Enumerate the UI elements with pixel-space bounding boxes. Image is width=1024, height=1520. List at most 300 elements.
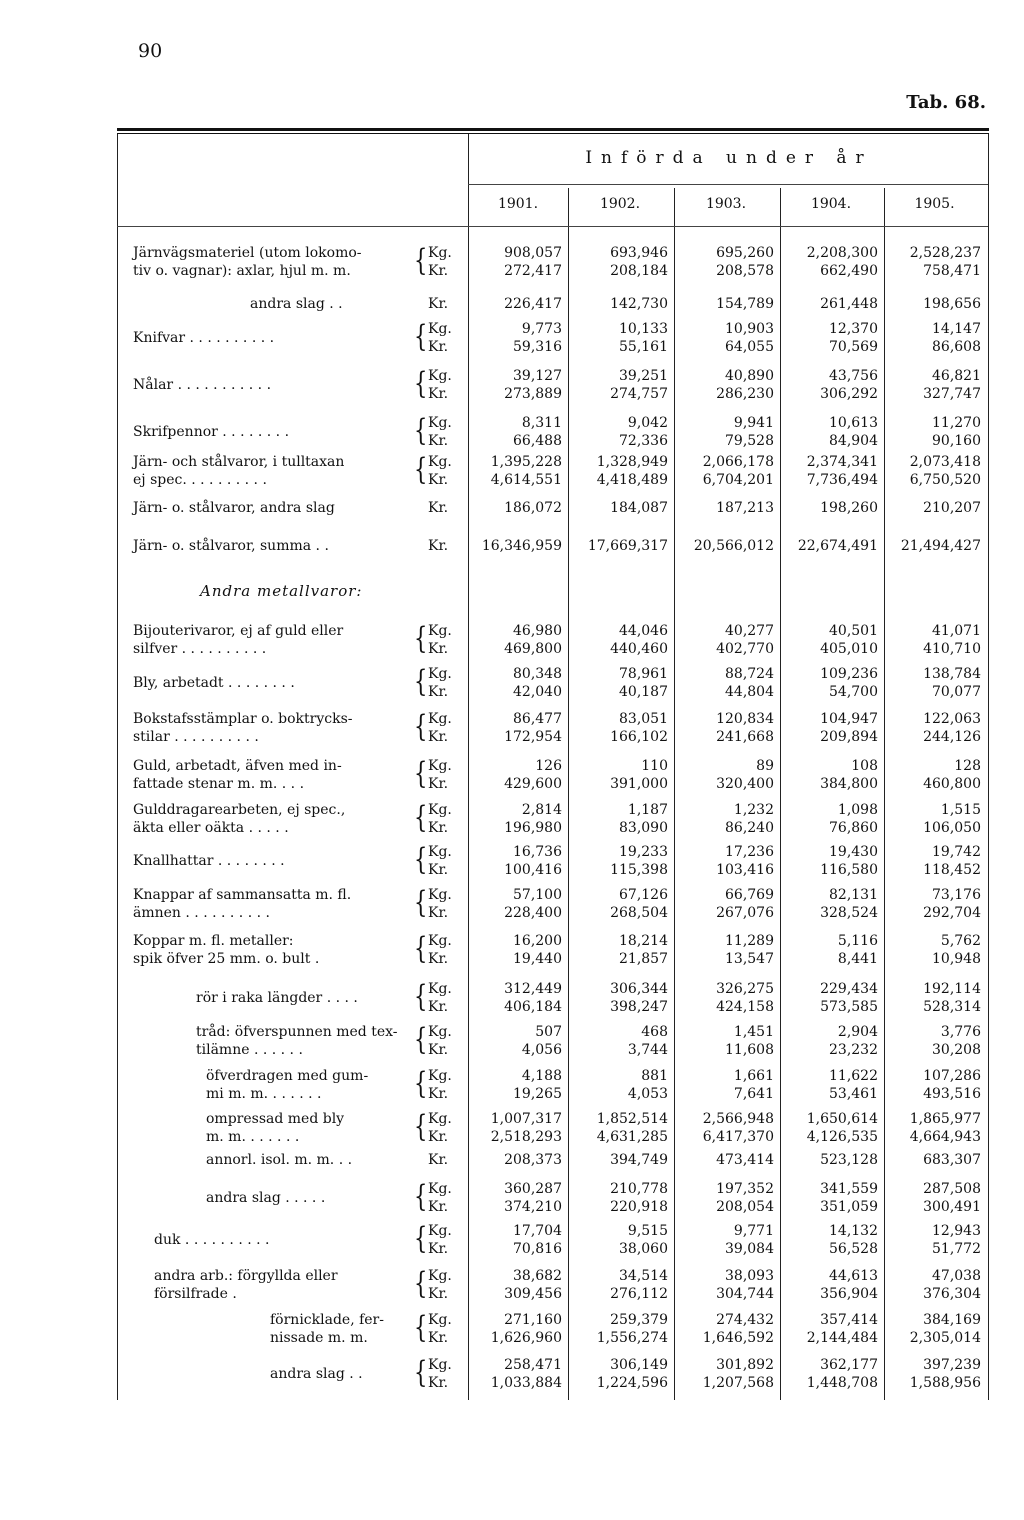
table-cell: 57,100: [513, 887, 562, 903]
unit-label: Kr.: [428, 1152, 449, 1168]
table-cell: 39,084: [725, 1241, 774, 1257]
table-cell: 1,661: [733, 1068, 774, 1084]
table-cell: 376,304: [923, 1286, 981, 1302]
table-cell: 2,066,178: [702, 454, 774, 470]
table-cell: 118,452: [923, 862, 981, 878]
unit-label: Kg.: [428, 1181, 452, 1197]
row-label: försilfrade .: [154, 1286, 237, 1302]
table-cell: 1,033,884: [490, 1375, 562, 1391]
unit-label: Kr.: [428, 951, 449, 967]
table-cell: 4,631,285: [596, 1129, 668, 1145]
brace-icon: {: [414, 842, 428, 877]
table-cell: 2,814: [521, 802, 562, 818]
table-cell: 2,528,237: [909, 245, 981, 261]
table-cell: 306,149: [610, 1357, 668, 1373]
table-cell: 1,448,708: [806, 1375, 878, 1391]
brace-icon: {: [414, 413, 428, 448]
unit-label: Kg.: [428, 245, 452, 261]
row-label: Järn- och stålvaror, i tulltaxan: [133, 454, 345, 470]
row-label: fattade stenar m. m. . . .: [133, 776, 305, 792]
row-label: Nålar . . . . . . . . . . .: [133, 377, 272, 393]
table-cell: 9,515: [627, 1223, 668, 1239]
unit-label: Kg.: [428, 1068, 452, 1084]
table-cell: 209,894: [820, 729, 878, 745]
table-cell: 56,528: [829, 1241, 878, 1257]
unit-label: Kr.: [428, 729, 449, 745]
brace-icon: {: [414, 243, 428, 278]
row-label: nissade m. m.: [270, 1330, 368, 1346]
page-number: 90: [138, 40, 163, 62]
unit-label: Kr.: [428, 386, 449, 402]
unit-label: Kr.: [428, 500, 449, 516]
table-cell: 244,126: [923, 729, 981, 745]
unit-label: Kr.: [428, 999, 449, 1015]
table-cell: 23,232: [829, 1042, 878, 1058]
table-cell: 360,287: [504, 1181, 562, 1197]
table-cell: 16,346,959: [481, 538, 562, 554]
table-cell: 662,490: [820, 263, 878, 279]
table-cell: 142,730: [610, 296, 668, 312]
table-cell: 10,133: [619, 321, 668, 337]
table-cell: 47,038: [932, 1268, 981, 1284]
table-cell: 44,613: [829, 1268, 878, 1284]
section-heading: Andra metallvaror:: [200, 582, 363, 600]
table-cell: 120,834: [716, 711, 774, 727]
table-cell: 440,460: [610, 641, 668, 657]
table-cell: 19,265: [513, 1086, 562, 1102]
table-cell: 7,736,494: [806, 472, 878, 488]
unit-label: Kr.: [428, 1375, 449, 1391]
row-label: Bijouterivaror, ej af guld eller: [133, 623, 344, 639]
table-cell: 126: [535, 758, 562, 774]
row-label: tråd: öfverspunnen med tex-: [196, 1024, 398, 1040]
table-cell: 46,821: [932, 368, 981, 384]
table-cell: 292,704: [923, 905, 981, 921]
unit-label: Kr.: [428, 538, 449, 554]
table-cell: 17,236: [725, 844, 774, 860]
brace-icon: {: [414, 885, 428, 920]
row-label: andra slag . . . . .: [206, 1190, 326, 1206]
table-cell: 154,789: [716, 296, 774, 312]
table-cell: 89: [756, 758, 774, 774]
table-cell: 38,093: [725, 1268, 774, 1284]
table-cell: 13,547: [725, 951, 774, 967]
table-cell: 2,518,293: [490, 1129, 562, 1145]
unit-label: Kr.: [428, 1286, 449, 1302]
unit-label: Kr.: [428, 905, 449, 921]
table-cell: 4,664,943: [909, 1129, 981, 1145]
row-label: Gulddragarearbeten, ej spec.,: [133, 802, 346, 818]
table-cell: 7,641: [733, 1086, 774, 1102]
table-cell: 103,416: [716, 862, 774, 878]
brace-icon: {: [414, 800, 428, 835]
header-title: Införda under år: [585, 148, 873, 168]
row-label: Järn- o. stålvaror, andra slag: [133, 500, 335, 516]
table-cell: 326,275: [716, 981, 774, 997]
table-cell: 166,102: [610, 729, 668, 745]
table-cell: 19,440: [513, 951, 562, 967]
unit-label: Kg.: [428, 1024, 452, 1040]
table-cell: 405,010: [820, 641, 878, 657]
brace-icon: {: [414, 621, 428, 656]
table-cell: 1,865,977: [909, 1111, 981, 1127]
brace-icon: {: [414, 1266, 428, 1301]
table-cell: 40,501: [829, 623, 878, 639]
table-cell: 286,230: [716, 386, 774, 402]
table-cell: 21,494,427: [900, 538, 981, 554]
table-cell: 1,328,949: [596, 454, 668, 470]
brace-icon: {: [414, 931, 428, 966]
table-cell: 528,314: [923, 999, 981, 1015]
table-cell: 2,904: [837, 1024, 878, 1040]
row-label: Bly, arbetadt . . . . . . . .: [133, 675, 295, 691]
row-label: ompressad med bly: [206, 1111, 345, 1127]
table-cell: 196,980: [504, 820, 562, 836]
table-cell: 18,214: [619, 933, 668, 949]
table-cell: 39,127: [513, 368, 562, 384]
unit-label: Kr.: [428, 641, 449, 657]
brace-icon: {: [414, 319, 428, 354]
table-cell: 287,508: [923, 1181, 981, 1197]
table-cell: 268,504: [610, 905, 668, 921]
table-cell: 384,169: [923, 1312, 981, 1328]
table-cell: 4,126,535: [806, 1129, 878, 1145]
table-cell: 2,208,300: [806, 245, 878, 261]
table-cell: 424,158: [716, 999, 774, 1015]
table-cell: 70,569: [829, 339, 878, 355]
table-cell: 1,626,960: [490, 1330, 562, 1346]
table-cell: 406,184: [504, 999, 562, 1015]
right-border: [988, 134, 989, 1400]
row-label: andra slag . .: [270, 1366, 363, 1382]
table-cell: 398,247: [610, 999, 668, 1015]
table-cell: 473,414: [716, 1152, 774, 1168]
table-cell: 72,336: [619, 433, 668, 449]
brace-icon: {: [414, 452, 428, 487]
table-cell: 4,053: [627, 1086, 668, 1102]
table-cell: 38,682: [513, 1268, 562, 1284]
unit-label: Kg.: [428, 1223, 452, 1239]
table-cell: 208,184: [610, 263, 668, 279]
table-cell: 274,432: [716, 1312, 774, 1328]
table-cell: 79,528: [725, 433, 774, 449]
row-label: Knallhattar . . . . . . . .: [133, 853, 285, 869]
table-cell: 12,370: [829, 321, 878, 337]
table-cell: 187,213: [716, 500, 774, 516]
table-cell: 1,852,514: [596, 1111, 668, 1127]
table-cell: 1,588,956: [909, 1375, 981, 1391]
table-cell: 1,007,317: [490, 1111, 562, 1127]
row-label: Knappar af sammansatta m. fl.: [133, 887, 352, 903]
table-cell: 90,160: [932, 433, 981, 449]
table-cell: 229,434: [820, 981, 878, 997]
table-cell: 19,742: [932, 844, 981, 860]
table-cell: 272,417: [504, 263, 562, 279]
table-cell: 261,448: [820, 296, 878, 312]
table-cell: 309,456: [504, 1286, 562, 1302]
row-label: Järn- o. stålvaror, summa . .: [133, 538, 329, 554]
unit-label: Kg.: [428, 1312, 452, 1328]
table-cell: 6,417,370: [702, 1129, 774, 1145]
table-cell: 273,889: [504, 386, 562, 402]
table-cell: 881: [641, 1068, 668, 1084]
row-label: spik öfver 25 mm. o. bult .: [133, 951, 320, 967]
table-cell: 259,379: [610, 1312, 668, 1328]
table-cell: 53,461: [829, 1086, 878, 1102]
table-cell: 4,614,551: [490, 472, 562, 488]
unit-label: Kr.: [428, 1129, 449, 1145]
table-cell: 115,398: [610, 862, 668, 878]
unit-label: Kr.: [428, 820, 449, 836]
table-cell: 80,348: [513, 666, 562, 682]
table-cell: 46,980: [513, 623, 562, 639]
table-cell: 42,040: [513, 684, 562, 700]
row-label: Knifvar . . . . . . . . . .: [133, 330, 275, 346]
table-cell: 320,400: [716, 776, 774, 792]
table-cell: 306,292: [820, 386, 878, 402]
table-cell: 184,087: [610, 500, 668, 516]
row-label: Bokstafsstämplar o. boktrycks-: [133, 711, 353, 727]
table-cell: 210,778: [610, 1181, 668, 1197]
table-cell: 88,724: [725, 666, 774, 682]
table-cell: 11,289: [725, 933, 774, 949]
table-cell: 695,260: [716, 245, 774, 261]
table-cell: 3,744: [627, 1042, 668, 1058]
table-cell: 429,600: [504, 776, 562, 792]
table-cell: 128: [954, 758, 981, 774]
table-cell: 84,904: [829, 433, 878, 449]
row-label: ej spec. . . . . . . . . .: [133, 472, 267, 488]
table-cell: 172,954: [504, 729, 562, 745]
table-cell: 4,418,489: [596, 472, 668, 488]
table-cell: 10,613: [829, 415, 878, 431]
row-label: silfver . . . . . . . . . .: [133, 641, 267, 657]
row-label: Järnvägsmateriel (utom lokomo-: [133, 245, 362, 261]
top-rule: [117, 128, 989, 131]
table-cell: 1,224,596: [596, 1375, 668, 1391]
brace-icon: {: [414, 709, 428, 744]
unit-label: Kg.: [428, 933, 452, 949]
left-border: [117, 134, 118, 1400]
row-label: m. m. . . . . . .: [206, 1129, 300, 1145]
table-cell: 34,514: [619, 1268, 668, 1284]
year-header: 1903.: [705, 196, 747, 212]
table-cell: 1,650,614: [806, 1111, 878, 1127]
table-cell: 86,608: [932, 339, 981, 355]
table-cell: 1,395,228: [490, 454, 562, 470]
unit-label: Kr.: [428, 1086, 449, 1102]
unit-label: Kg.: [428, 711, 452, 727]
unit-label: Kg.: [428, 758, 452, 774]
table-cell: 908,057: [504, 245, 562, 261]
brace-icon: {: [414, 1022, 428, 1057]
row-label: andra slag . .: [250, 296, 343, 312]
unit-label: Kg.: [428, 981, 452, 997]
table-cell: 2,374,341: [806, 454, 878, 470]
brace-icon: {: [414, 979, 428, 1014]
table-cell: 402,770: [716, 641, 774, 657]
table-cell: 304,744: [716, 1286, 774, 1302]
row-label: andra arb.: förgyllda eller: [154, 1268, 338, 1284]
row-label: Koppar m. fl. metaller:: [133, 933, 294, 949]
table-cell: 104,947: [820, 711, 878, 727]
row-label: rör i raka längder . . . .: [196, 990, 358, 1006]
table-cell: 40,890: [725, 368, 774, 384]
brace-icon: {: [414, 1310, 428, 1345]
brace-icon: {: [414, 1109, 428, 1144]
table-cell: 59,316: [513, 339, 562, 355]
unit-label: Kg.: [428, 623, 452, 639]
table-cell: 9,042: [627, 415, 668, 431]
table-cell: 38,060: [619, 1241, 668, 1257]
table-cell: 306,344: [610, 981, 668, 997]
table-cell: 5,762: [940, 933, 981, 949]
table-cell: 327,747: [923, 386, 981, 402]
unit-label: Kr.: [428, 1241, 449, 1257]
table-cell: 460,800: [923, 776, 981, 792]
table-cell: 43,756: [829, 368, 878, 384]
table-cell: 758,471: [923, 263, 981, 279]
row-label: tilämne . . . . . .: [196, 1042, 303, 1058]
unit-label: Kr.: [428, 263, 449, 279]
table-cell: 41,071: [932, 623, 981, 639]
table-cell: 39,251: [619, 368, 668, 384]
table-cell: 110: [641, 758, 668, 774]
table-cell: 11,270: [932, 415, 981, 431]
table-cell: 683,307: [923, 1152, 981, 1168]
header-bottom-rule: [117, 226, 988, 227]
table-cell: 122,063: [923, 711, 981, 727]
brace-icon: {: [414, 1066, 428, 1101]
table-cell: 410,710: [923, 641, 981, 657]
top-rule-thin: [117, 133, 989, 134]
table-cell: 30,208: [932, 1042, 981, 1058]
unit-label: Kg.: [428, 844, 452, 860]
unit-label: Kg.: [428, 321, 452, 337]
table-cell: 271,160: [504, 1312, 562, 1328]
table-cell: 8,311: [521, 415, 562, 431]
table-cell: 1,515: [940, 802, 981, 818]
table-cell: 4,056: [521, 1042, 562, 1058]
row-label: öfverdragen med gum-: [206, 1068, 369, 1084]
table-cell: 384,800: [820, 776, 878, 792]
row-label: förnicklade, fer-: [270, 1312, 384, 1328]
table-cell: 44,046: [619, 623, 668, 639]
table-cell: 2,073,418: [909, 454, 981, 470]
table-cell: 274,757: [610, 386, 668, 402]
row-label: äkta eller oäkta . . . . .: [133, 820, 289, 836]
table-cell: 10,903: [725, 321, 774, 337]
table-cell: 10,948: [932, 951, 981, 967]
unit-label: Kg.: [428, 1357, 452, 1373]
unit-label: Kr.: [428, 433, 449, 449]
table-cell: 11,608: [725, 1042, 774, 1058]
table-cell: 693,946: [610, 245, 668, 261]
unit-label: Kr.: [428, 472, 449, 488]
table-cell: 241,668: [716, 729, 774, 745]
table-cell: 51,772: [932, 1241, 981, 1257]
brace-icon: {: [414, 1355, 428, 1390]
brace-icon: {: [414, 366, 428, 401]
table-cell: 100,416: [504, 862, 562, 878]
table-cell: 20,566,012: [693, 538, 774, 554]
year-header: 1901.: [497, 196, 539, 212]
table-cell: 357,414: [820, 1312, 878, 1328]
table-cell: 1,232: [733, 802, 774, 818]
row-label: stilar . . . . . . . . . .: [133, 729, 259, 745]
table-cell: 198,260: [820, 500, 878, 516]
unit-label: Kr.: [428, 1042, 449, 1058]
table-cell: 220,918: [610, 1199, 668, 1215]
table-cell: 14,132: [829, 1223, 878, 1239]
row-label: duk . . . . . . . . . .: [154, 1232, 270, 1248]
table-cell: 507: [535, 1024, 562, 1040]
unit-label: Kr.: [428, 296, 449, 312]
table-cell: 356,904: [820, 1286, 878, 1302]
table-cell: 16,200: [513, 933, 562, 949]
table-cell: 86,240: [725, 820, 774, 836]
table-cell: 70,077: [932, 684, 981, 700]
table-cell: 362,177: [820, 1357, 878, 1373]
table-cell: 208,578: [716, 263, 774, 279]
row-label: ämnen . . . . . . . . . .: [133, 905, 270, 921]
table-cell: 44,804: [725, 684, 774, 700]
table-cell: 276,112: [610, 1286, 668, 1302]
brace-icon: {: [414, 756, 428, 791]
table-cell: 83,090: [619, 820, 668, 836]
table-cell: 1,207,568: [702, 1375, 774, 1391]
table-cell: 210,207: [923, 500, 981, 516]
table-label: Tab. 68.: [906, 92, 986, 113]
table-cell: 1,098: [837, 802, 878, 818]
table-cell: 397,239: [923, 1357, 981, 1373]
table-cell: 1,187: [627, 802, 668, 818]
table-cell: 54,700: [829, 684, 878, 700]
table-cell: 2,144,484: [806, 1330, 878, 1346]
table-cell: 116,580: [820, 862, 878, 878]
row-label: mi m. m. . . . . . .: [206, 1086, 322, 1102]
table-cell: 192,114: [923, 981, 981, 997]
table-cell: 73,176: [932, 887, 981, 903]
table-cell: 493,516: [923, 1086, 981, 1102]
table-cell: 109,236: [820, 666, 878, 682]
table-cell: 573,585: [820, 999, 878, 1015]
table-cell: 19,430: [829, 844, 878, 860]
table-cell: 4,188: [521, 1068, 562, 1084]
table-cell: 468: [641, 1024, 668, 1040]
table-cell: 21,857: [619, 951, 668, 967]
table-cell: 66,769: [725, 887, 774, 903]
table-cell: 40,277: [725, 623, 774, 639]
table-cell: 19,233: [619, 844, 668, 860]
table-cell: 9,771: [733, 1223, 774, 1239]
table-cell: 6,750,520: [909, 472, 981, 488]
brace-icon: {: [414, 1179, 428, 1214]
table-cell: 341,559: [820, 1181, 878, 1197]
table-cell: 64,055: [725, 339, 774, 355]
table-cell: 258,471: [504, 1357, 562, 1373]
brace-icon: {: [414, 664, 428, 699]
label-column-divider: [468, 134, 469, 1400]
table-cell: 208,054: [716, 1199, 774, 1215]
table-cell: 9,773: [521, 321, 562, 337]
table-cell: 301,892: [716, 1357, 774, 1373]
table-cell: 1,451: [733, 1024, 774, 1040]
table-cell: 186,072: [504, 500, 562, 516]
brace-icon: {: [414, 1221, 428, 1256]
table-cell: 2,566,948: [702, 1111, 774, 1127]
table-cell: 70,816: [513, 1241, 562, 1257]
